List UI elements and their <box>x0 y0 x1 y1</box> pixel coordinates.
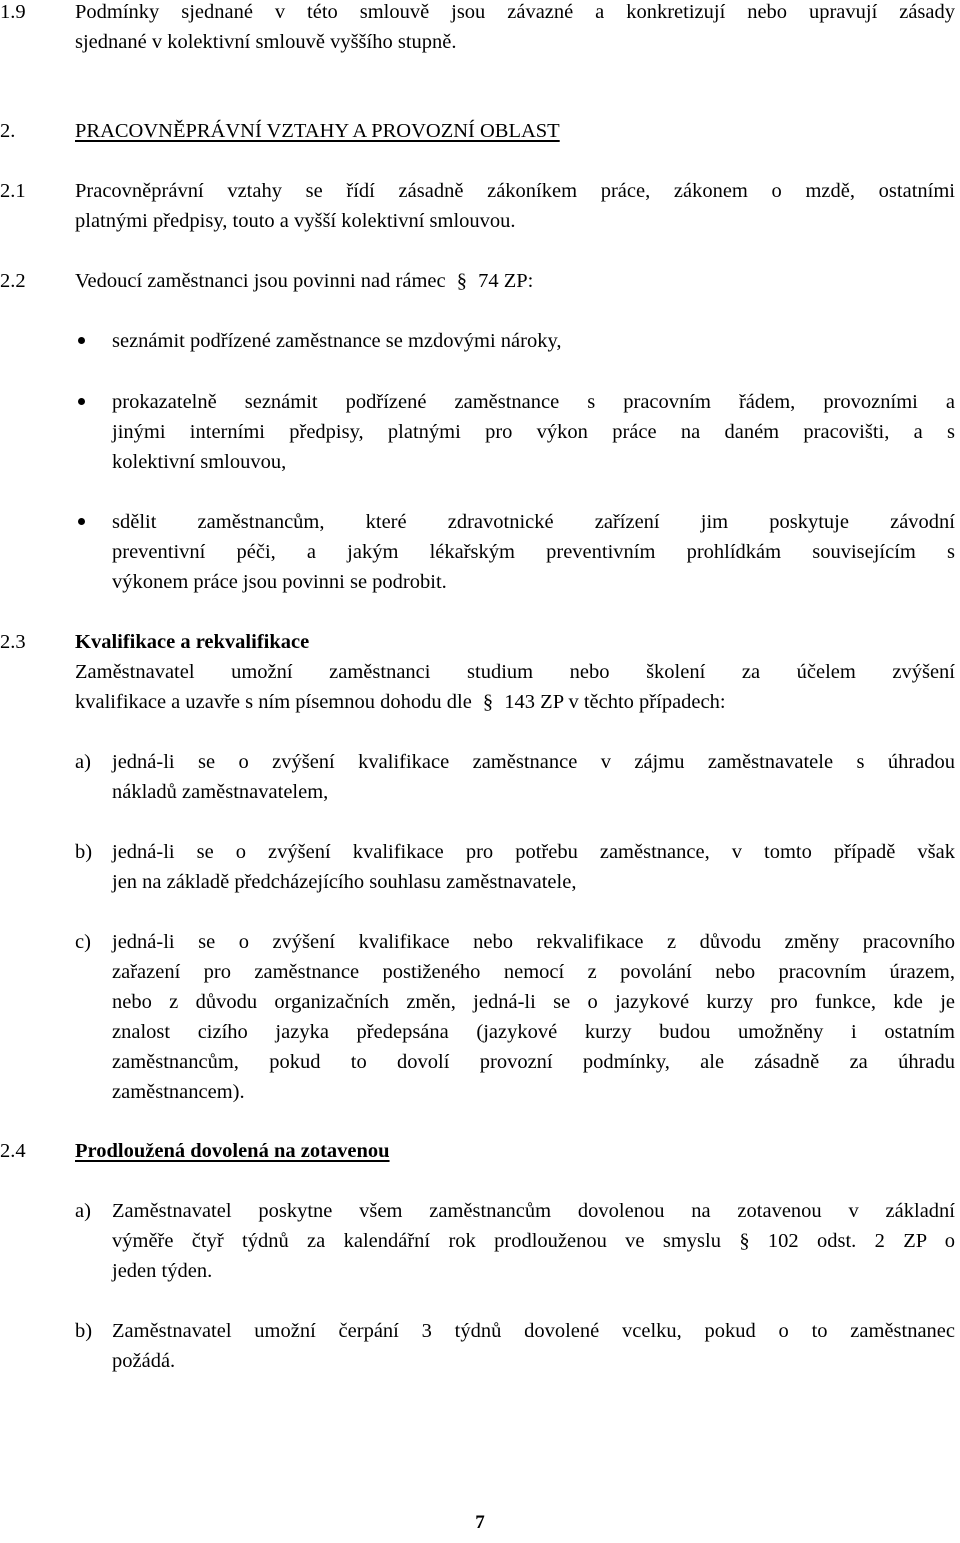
item-a-line-1: Zaměstnavatel poskytne všem zaměstnancům dovolenou na zotavenou v základní <box>112 1200 955 1222</box>
section-2-1-line-1: Pracovněprávní vztahy se řídí zásadně zákoníkem práce, zákonem o mzdě, ostatními <box>75 180 955 202</box>
section-2-2-intro <box>75 266 533 296</box>
bullet-item-1 <box>112 326 955 356</box>
item-c-line-4: znalost cizího jazyka předepsána (jazykové kurzy budou umožněny i ostatním <box>112 1021 955 1043</box>
section-2-3-intro <box>75 657 955 717</box>
section-2-4-title: Prodloužená dovolená na zotavenou <box>75 1140 390 1162</box>
bullet-dot <box>78 337 85 344</box>
item-a-line-2-before: výměře čtyř týdnů za kalendářní rok prodlouženou ve smyslu <box>112 1230 721 1252</box>
list-letter-c: c) <box>75 931 91 953</box>
page-number: 7 <box>475 1512 485 1533</box>
section-1-9-text <box>75 0 955 57</box>
bullet-item-2 <box>112 387 955 477</box>
section-2-1-number: 2.1 <box>0 180 26 202</box>
section-2-number: 2. <box>0 120 16 142</box>
section-1-9-line-2: sjednané v kolektivní smlouvě vyššího stupně. <box>75 31 457 53</box>
section-2-3-number: 2.3 <box>0 631 26 653</box>
item-a-line-2 <box>112 1226 955 1256</box>
bullet-item-1-line-1: seznámit podřízené zaměstnance se mzdovými nároky, <box>112 330 562 352</box>
item-a-line-2-after: 102 odst. 2 ZP o <box>767 1230 955 1252</box>
section-2-3-item-a <box>112 747 955 807</box>
bullet-item-2-line-3: kolektivní smlouvou, <box>112 451 287 473</box>
item-a-line-2: nákladů zaměstnavatelem, <box>112 781 329 803</box>
section-2-4-number: 2.4 <box>0 1140 26 1162</box>
item-a-line-1: jedná-li se o zvýšení kvalifikace zaměstnance v zájmu zaměstnavatele s úhradou <box>112 751 955 773</box>
bullet-item-2-line-1: prokazatelně seznámit podřízené zaměstnance s pracovním řádem, provozními a <box>112 391 955 413</box>
section-1-9-number: 1.9 <box>0 1 26 23</box>
bullet-item-3-line-3: výkonem práce jsou povinni se podrobit. <box>112 571 447 593</box>
section-2-3-intro-line-2 <box>75 687 955 717</box>
item-c-line-3: nebo z důvodu organizačních změn, jedná-li se o jazykové kurzy pro funkce, kde je <box>112 991 955 1013</box>
item-c-line-1: jedná-li se o zvýšení kvalifikace nebo rekvalifikace z důvodu změny pracovního <box>112 931 955 953</box>
bullet-dot <box>78 518 85 525</box>
list-letter-a: a) <box>75 1200 91 1222</box>
bullet-item-3 <box>112 507 955 597</box>
section-2-3-intro-line-1: Zaměstnavatel umožní zaměstnanci studium nebo školení za účelem zvýšení <box>75 661 955 683</box>
list-letter-a: a) <box>75 751 91 773</box>
item-a-line-3: jeden týden. <box>112 1260 213 1282</box>
item-b-line-1: Zaměstnavatel umožní čerpání 3 týdnů dovolené vcelku, pokud o to zaměstnanec <box>112 1320 955 1342</box>
bullet-item-2-line-2: jinými interními předpisy, platnými pro výkon práce na daném pracovišti, a s <box>112 421 955 443</box>
section-2-3-title: Kvalifikace a rekvalifikace <box>75 631 310 653</box>
section-sign: § <box>456 270 467 292</box>
section-2-4-item-a <box>112 1196 955 1286</box>
item-c-line-2: zařazení pro zaměstnance postiženého nemocí z povolání nebo pracovním úrazem, <box>112 961 955 983</box>
bullet-dot <box>78 398 85 405</box>
bullet-item-3-line-1: sdělit zaměstnancům, které zdravotnické zařízení jim poskytuje závodní <box>112 511 955 533</box>
section-2-title: PRACOVNĚPRÁVNÍ VZTAHY A PROVOZNÍ OBLAST <box>75 120 560 142</box>
bullet-item-3-line-2: preventivní péči, a jakým lékařským preventivním prohlídkám souvisejícím s <box>112 541 955 563</box>
section-2-3-intro-before: kvalifikace a uzavře s ním písemnou dohodu dle <box>75 691 472 713</box>
section-2-3-item-b <box>112 837 955 897</box>
section-sign: § <box>482 691 494 713</box>
list-letter-b: b) <box>75 1320 93 1342</box>
item-b-line-2: požádá. <box>112 1350 176 1372</box>
section-2-3-item-c <box>112 927 955 1107</box>
section-2-1-text <box>75 176 955 236</box>
section-2-3-intro-after: 143 ZP v těchto případech: <box>504 691 726 713</box>
item-c-line-5: zaměstnancům, pokud to dovolí provozní podmínky, ale zásadně za úhradu <box>112 1051 955 1073</box>
section-1-9-line-1: Podmínky sjednané v této smlouvě jsou závazné a konkretizují nebo upravují zásady <box>75 1 955 23</box>
section-sign: § <box>739 1230 750 1252</box>
section-2-4-item-b <box>112 1316 955 1376</box>
list-letter-b: b) <box>75 841 93 863</box>
section-2-2-number: 2.2 <box>0 270 26 292</box>
section-2-1-line-2: platnými předpisy, touto a vyšší kolektivní smlouvou. <box>75 210 516 232</box>
section-2-2-intro-after: 74 ZP: <box>478 270 534 292</box>
section-2-2-intro-before: Vedoucí zaměstnanci jsou povinni nad rámec <box>75 270 446 292</box>
item-b-line-2: jen na základě předcházejícího souhlasu zaměstnavatele, <box>112 871 577 893</box>
item-c-line-6: zaměstnancem). <box>112 1081 245 1103</box>
item-b-line-1: jedná-li se o zvýšení kvalifikace pro potřebu zaměstnance, v tomto případě však <box>112 841 955 863</box>
